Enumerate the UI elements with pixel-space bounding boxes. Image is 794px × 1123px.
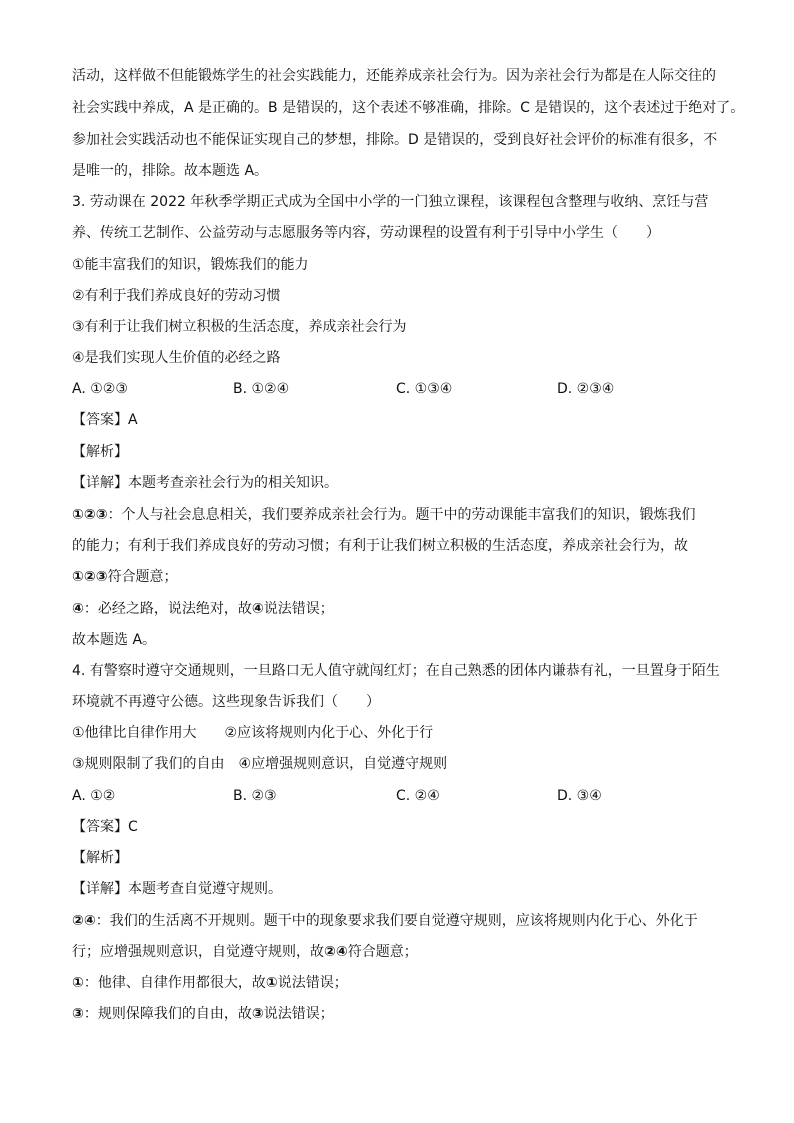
q3-analysis-tag: 【解析】 — [72, 444, 128, 460]
bold-option-numbers: ③ — [251, 1006, 264, 1022]
q4-stem-line: 4. 有警察时遵守交通规则，一旦路口无人值守就闯红灯；在自己熟悉的团体内谦恭有礼，一旦置身于陌生 — [72, 663, 720, 679]
detail-text: 说法错误； — [263, 1006, 334, 1022]
detail-tag: 【详解】 — [72, 475, 128, 491]
bold-option-numbers: ① — [72, 975, 84, 991]
q3-answer — [72, 410, 138, 430]
q3-option-d: D. ②③④ — [557, 381, 615, 397]
detail-text: 符合题意； — [107, 569, 178, 585]
detail-text: ：他律、自律作用都很大，故 — [83, 975, 266, 991]
q4-option-a: A. ①② — [72, 788, 116, 804]
q4-detail-p2 — [72, 973, 348, 993]
q3-detail — [72, 473, 338, 493]
bold-option-numbers: ①②③ — [72, 507, 108, 523]
q3-option-b: B. ①②④ — [233, 381, 290, 397]
prev-explanation-line: 参加社会实践活动也不能保证实现自己的梦想，排除。D 是错误的，受到良好社会评价的标准有很多，不 — [72, 132, 718, 148]
detail-text: ：我们的生活离不开规则。题干中的现象要求我们要自觉遵守规则，应该将规则内化于心、外化于 — [95, 913, 698, 929]
bold-option-numbers: ④ — [251, 601, 264, 617]
answer-value: C — [128, 819, 138, 835]
q3-detail-p1-line3 — [72, 567, 178, 587]
bold-option-numbers: ②④ — [72, 913, 96, 929]
detail-text: 说法错误； — [263, 601, 334, 617]
q4-detail-p1 — [72, 911, 698, 931]
bold-option-numbers: ① — [265, 975, 278, 991]
prev-explanation-line: 是唯一的，排除。故本题选 A。 — [72, 163, 269, 179]
answer-value: A — [128, 412, 138, 428]
q4-option-d: D. ③④ — [557, 788, 602, 804]
answer-tag: 【答案】 — [72, 412, 128, 428]
bold-option-numbers: ③ — [72, 1006, 84, 1022]
answer-tag: 【答案】 — [72, 819, 128, 835]
bold-option-numbers: ④ — [72, 601, 84, 617]
q4-statements-row: ①他律比自律作用大 ②应该将规则内化于心、外化于行 — [72, 725, 434, 741]
q4-detail-p3 — [72, 1004, 334, 1024]
q3-stem-line: 养、传统工艺制作、公益劳动与志愿服务等内容，劳动课程的设置有利于引导中小学生（ ） — [72, 225, 660, 241]
detail-tag: 【详解】 — [72, 881, 128, 897]
q4-answer — [72, 817, 138, 837]
bold-option-numbers: ①②③ — [72, 569, 108, 585]
bold-option-numbers: ②④ — [324, 944, 348, 960]
q4-detail — [72, 879, 282, 899]
prev-explanation-line: 社会实践中养成，A 是正确的。B 是错误的，这个表述不够准确，排除。C 是错误的，这个表述过于绝对了。 — [72, 100, 745, 116]
q4-analysis-tag: 【解析】 — [72, 850, 128, 866]
detail-intro: 本题考查自觉遵守规则。 — [128, 881, 282, 897]
q4-option-b: B. ②③ — [233, 788, 277, 804]
q3-statement: ④是我们实现人生价值的必经之路 — [72, 350, 281, 366]
q4-statements-row: ③规则限制了我们的自由 ④应增强规则意识，自觉遵守规则 — [72, 756, 448, 772]
detail-text: ：必经之路，说法绝对，故 — [83, 601, 252, 617]
detail-text: ：个人与社会息息相关，我们要养成亲社会行为。题干中的劳动课能丰富我们的知识，锻炼我们 — [107, 507, 696, 523]
detail-text: ：规则保障我们的自由，故 — [83, 1006, 252, 1022]
q3-statement: ②有利于我们养成良好的劳动习惯 — [72, 288, 281, 304]
q3-conclusion: 故本题选 A。 — [72, 632, 157, 648]
detail-intro: 本题考查亲社会行为的相关知识。 — [128, 475, 338, 491]
q4-detail-p1-line2 — [72, 942, 418, 962]
q3-option-c: C. ①③④ — [396, 381, 453, 397]
q3-detail-p2 — [72, 599, 334, 619]
q3-statement: ①能丰富我们的知识，锻炼我们的能力 — [72, 257, 309, 273]
q3-detail-p1 — [72, 505, 696, 525]
q3-detail-p1-line2: 的能力；有利于我们养成良好的劳动习惯；有利于让我们树立积极的生活态度，养成亲社会行为，故 — [72, 538, 688, 554]
q3-option-a: A. ①②③ — [72, 381, 128, 397]
q3-statement: ③有利于让我们树立积极的生活态度，养成亲社会行为 — [72, 319, 407, 335]
detail-text: 说法错误； — [277, 975, 348, 991]
q4-option-c: C. ②④ — [396, 788, 440, 804]
q3-stem-line: 3. 劳动课在 2022 年秋季学期正式成为全国中小学的一门独立课程，该课程包含整理与收纳、烹饪与营 — [72, 194, 709, 210]
q4-stem-line: 环境就不再遵守公德。这些现象告诉我们（ ） — [72, 694, 380, 710]
prev-explanation-line: 活动，这样做不但能锻炼学生的社会实践能力，还能养成亲社会行为。因为亲社会行为都是在人际交往的 — [72, 68, 716, 84]
detail-text: 行；应增强规则意识，自觉遵守规则，故 — [72, 944, 324, 960]
detail-text: 符合题意； — [347, 944, 418, 960]
